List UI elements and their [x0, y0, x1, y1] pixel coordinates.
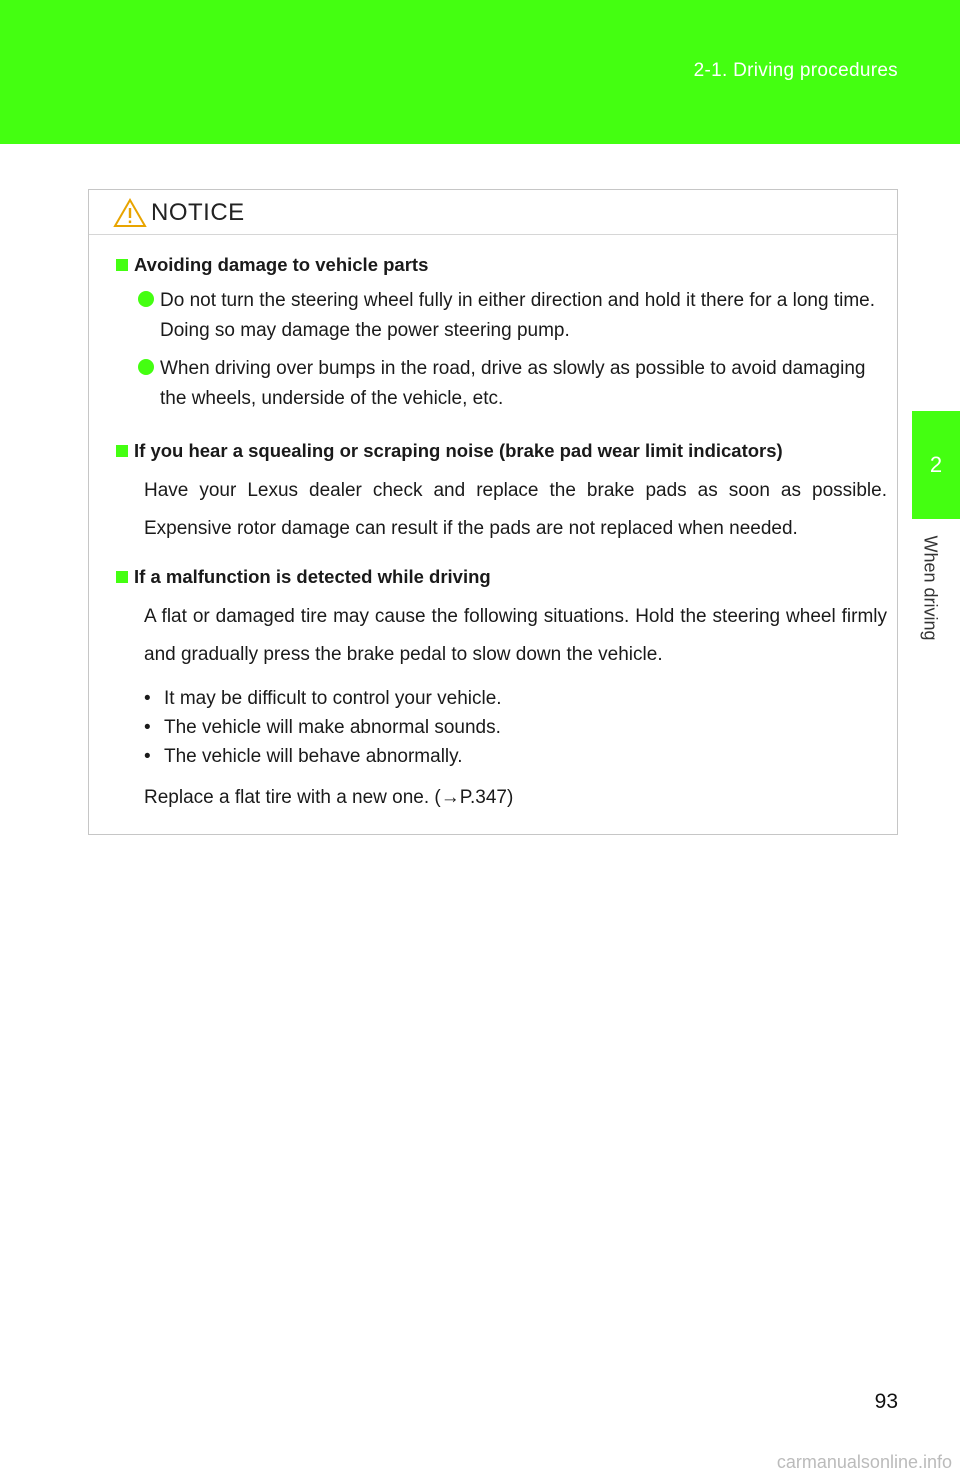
notice-content: [89, 234, 897, 834]
section-title: 2-1. Driving procedures: [693, 60, 898, 81]
square-bullet-icon: [116, 571, 128, 583]
paragraph: Have your Lexus dealer check and replace the brake pads as soon as possible. Expensive rotor damage can result if the pads are not replaced when needed.: [144, 480, 887, 539]
notice-title: NOTICE: [151, 199, 245, 226]
watermark: carmanualsonline.info: [776, 1452, 952, 1472]
list-item: • The vehicle will behave abnormally.: [144, 746, 463, 767]
warning-icon: [113, 198, 147, 228]
square-bullet-icon: [116, 445, 128, 457]
page-header: [0, 0, 960, 144]
list-item: Do not turn the steering wheel fully in either direction and hold it there for a long time. Doing so may damage the power steering pump.: [116, 286, 887, 346]
page-reference: Replace a flat tire with a new one. (→P.347): [144, 787, 514, 808]
section-heading: Avoiding damage to vehicle parts: [116, 254, 887, 276]
paragraph: A flat or damaged tire may cause the following situations. Hold the steering wheel firmly and gradually press the brake pedal to slow down the vehicle.: [144, 606, 887, 665]
section-heading: If you hear a squealing or scraping noise (brake pad wear limit indicators): [116, 440, 887, 462]
list-item: • The vehicle will make abnormal sounds.: [144, 717, 501, 738]
dot-bullet-icon: [138, 359, 154, 375]
situation-list: [116, 684, 887, 771]
notice-header: [89, 190, 897, 235]
chapter-tab: [912, 411, 960, 519]
section-heading: If a malfunction is detected while driving: [116, 566, 887, 588]
dot-bullet-icon: [138, 291, 154, 307]
chapter-number: 2: [929, 452, 943, 477]
notice-box: [88, 189, 898, 835]
square-bullet-icon: [116, 259, 128, 271]
chapter-label: When driving: [920, 535, 941, 641]
list-item: When driving over bumps in the road, drive as slowly as possible to avoid damaging the wheels, underside of the vehicle, etc.: [116, 354, 887, 414]
page-number: 93: [874, 1390, 898, 1413]
list-item: • It may be difficult to control your vehicle.: [144, 688, 502, 709]
